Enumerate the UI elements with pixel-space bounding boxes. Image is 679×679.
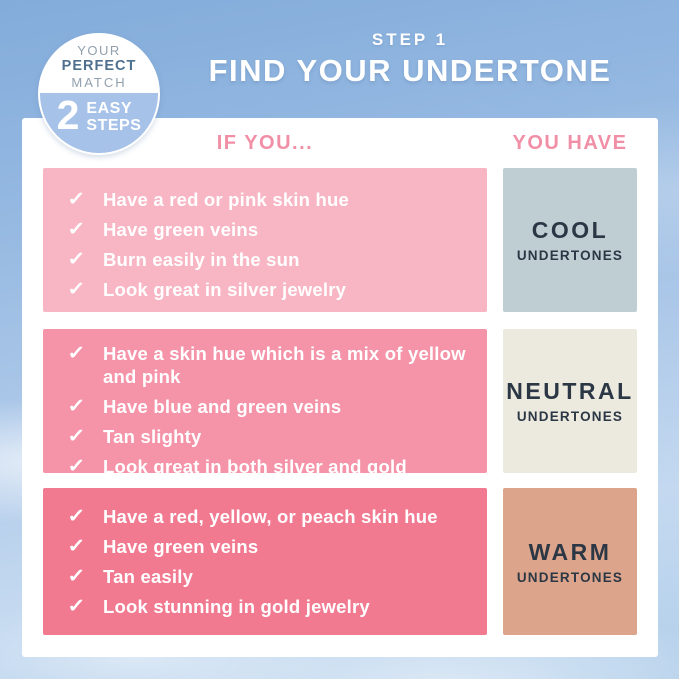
checklist-item bbox=[69, 395, 467, 418]
checklist-item-label: Have green veins bbox=[103, 536, 259, 557]
check-icon: ✓ bbox=[67, 566, 86, 587]
checklist-item bbox=[69, 342, 467, 388]
result-subtitle: UNDERTONES bbox=[516, 248, 624, 263]
step-label: STEP 1 bbox=[371, 30, 449, 49]
checklist-item bbox=[69, 278, 467, 301]
badge-steps-label bbox=[86, 96, 141, 135]
checklist-item-label: Tan easily bbox=[103, 566, 194, 587]
row-cool bbox=[43, 168, 637, 312]
check-icon: ✓ bbox=[67, 536, 86, 557]
result-title: WARM bbox=[528, 538, 612, 565]
check-icon: ✓ bbox=[67, 219, 86, 240]
checklist-item-label: Tan slighty bbox=[103, 426, 202, 447]
page-title: FIND YOUR UNDERTONE bbox=[208, 53, 612, 88]
checklist-item bbox=[69, 505, 467, 528]
checklist-item-label: Have a red, yellow, or peach skin hue bbox=[103, 506, 438, 527]
result-cool-undertones bbox=[503, 168, 637, 312]
result-title: NEUTRAL bbox=[506, 378, 634, 404]
badge-steps-word: STEPS bbox=[86, 117, 142, 135]
check-icon: ✓ bbox=[67, 456, 86, 477]
checklist-item bbox=[69, 455, 467, 478]
perfect-match-badge bbox=[38, 33, 160, 155]
checklist-warm bbox=[43, 488, 487, 635]
check-icon: ✓ bbox=[67, 426, 86, 447]
checklist-item-label: Look great in silver jewelry bbox=[103, 279, 347, 300]
badge-easy-label: EASY bbox=[86, 100, 132, 117]
checklist-neutral bbox=[43, 329, 487, 477]
checklist-item bbox=[69, 188, 467, 211]
checklist-item-label: Have a red or pink skin hue bbox=[103, 189, 349, 210]
check-icon: ✓ bbox=[67, 396, 86, 417]
checklist-item bbox=[69, 535, 467, 558]
result-subtitle: UNDERTONES bbox=[516, 569, 624, 585]
result-title: COOL bbox=[531, 217, 609, 243]
column-header-you-have: YOU HAVE bbox=[512, 132, 628, 154]
badge-text-block bbox=[38, 33, 160, 91]
checklist-item bbox=[69, 565, 467, 588]
check-icon: ✓ bbox=[67, 596, 86, 617]
checklist-cool bbox=[43, 168, 487, 312]
row-neutral bbox=[43, 329, 637, 477]
checklist-item-label: Have a skin hue which is a mix of yellow and pink bbox=[103, 343, 466, 387]
undertone-card bbox=[22, 118, 658, 657]
check-icon: ✓ bbox=[67, 343, 86, 364]
checklist-item-label: Look stunning in gold jewelry bbox=[103, 596, 370, 617]
checklist-item-label: Have blue and green veins bbox=[103, 396, 342, 417]
checklist-item bbox=[69, 218, 467, 241]
badge-line-your: YOUR bbox=[77, 43, 121, 58]
checklist-item bbox=[69, 595, 467, 618]
checklist-item-label: Have green veins bbox=[103, 219, 259, 240]
column-header-if-you: IF YOU... bbox=[216, 132, 314, 154]
row-warm bbox=[43, 488, 637, 635]
check-icon: ✓ bbox=[67, 279, 86, 300]
checklist-item-label: Burn easily in the sun bbox=[103, 249, 300, 270]
checklist-item-label: Look great in both silver and gold bbox=[103, 456, 407, 477]
check-icon: ✓ bbox=[67, 506, 86, 527]
badge-step-count: 2 bbox=[56, 92, 80, 138]
result-neutral-undertones bbox=[503, 329, 637, 473]
check-icon: ✓ bbox=[67, 189, 86, 210]
result-subtitle: UNDERTONES bbox=[516, 409, 624, 424]
checklist-item bbox=[69, 425, 467, 448]
check-icon: ✓ bbox=[67, 249, 86, 270]
badge-line-perfect: PERFECT bbox=[61, 58, 137, 75]
badge-line-match: MATCH bbox=[71, 75, 127, 91]
result-warm-undertones bbox=[503, 488, 637, 635]
checklist-item bbox=[69, 248, 467, 271]
